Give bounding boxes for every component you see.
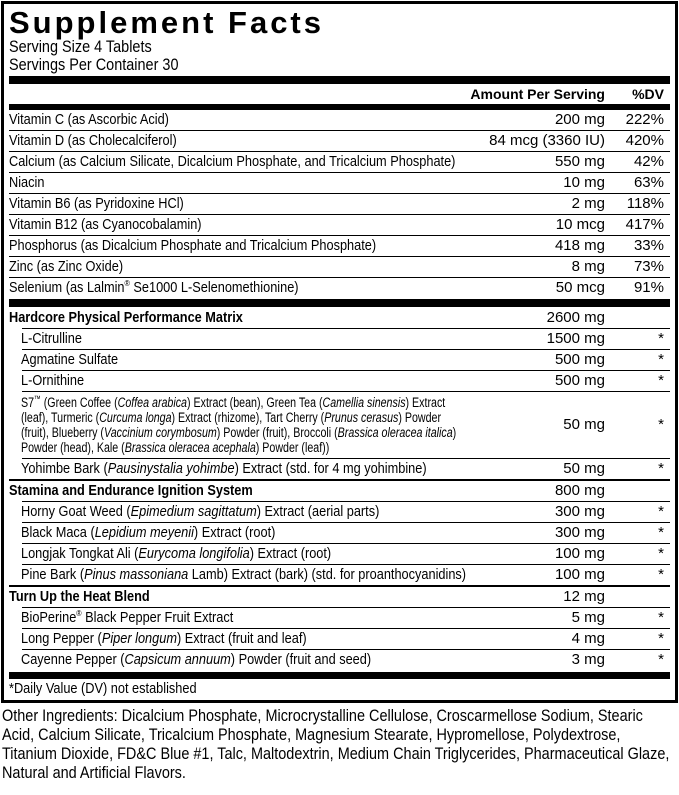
amount-value: 2 mg bbox=[571, 195, 605, 212]
amount-value: 100 mg bbox=[554, 566, 605, 583]
amount-value: 2600 mg bbox=[546, 309, 605, 326]
dv-value: * bbox=[658, 460, 664, 477]
dv-column-header: %DV bbox=[632, 86, 664, 102]
amount-value: 8 mg bbox=[571, 258, 605, 275]
ingredient-row bbox=[9, 152, 670, 172]
amount-value: 50 mg bbox=[563, 460, 605, 477]
amount-value: 4 mg bbox=[571, 630, 605, 647]
ingredient-row bbox=[9, 459, 670, 479]
amount-value: 500 mg bbox=[554, 372, 605, 389]
ingredient-name: Vitamin B6 (as Pyridoxine HCl) bbox=[9, 195, 184, 212]
ingredient-row bbox=[9, 278, 670, 298]
amount-value: 50 mcg bbox=[555, 279, 605, 296]
dv-value: * bbox=[658, 566, 664, 583]
ingredient-name: Stamina and Endurance Ignition System bbox=[9, 482, 253, 499]
ingredient-name: Yohimbe Bark (Pausinystalia yohimbe) Extract (std. for 4 mg yohimbine) bbox=[21, 460, 427, 477]
ingredient-row bbox=[9, 392, 670, 458]
dv-value: * bbox=[658, 545, 664, 562]
amount-value: 418 mg bbox=[554, 237, 605, 254]
amount-value: 500 mg bbox=[554, 351, 605, 368]
amount-value: 10 mcg bbox=[555, 216, 605, 233]
dv-value: * bbox=[658, 503, 664, 520]
supplement-facts-panel bbox=[1, 1, 678, 703]
ingredient-row bbox=[9, 629, 670, 649]
dv-value: 417% bbox=[625, 216, 664, 233]
dv-value: * bbox=[658, 330, 664, 347]
ingredient-row bbox=[9, 257, 670, 277]
amount-value: 12 mg bbox=[563, 588, 605, 605]
dv-value: * bbox=[658, 630, 664, 647]
daily-value-footnote: *Daily Value (DV) not established bbox=[9, 680, 197, 697]
section-row bbox=[9, 308, 670, 328]
column-header-row bbox=[9, 86, 670, 102]
dv-value: * bbox=[658, 651, 664, 668]
dv-value: * bbox=[658, 416, 664, 433]
dv-value: 420% bbox=[625, 132, 664, 149]
ingredient-name: Black Maca (Lepidium meyenii) Extract (root) bbox=[21, 524, 276, 541]
ingredient-row bbox=[9, 173, 670, 193]
servings-per-container: Servings Per Container 30 bbox=[9, 55, 179, 74]
ingredient-name: S7™ (Green Coffee (Coffea arabica) Extract (bean), Green Tea (Camellia sinensis) Extract (leaf), Turmeric (Curcuma longa) Extract (rhizome), Tart Cherry (Prunus cerasus) Powder (fruit), Blueberry (Vaccinium corymbosum) Powder (fruit), Broccoli (Brassica oleracea italica) Powder (head), Kale (Brassica oleracea acephala) Powder (leaf)) bbox=[21, 393, 457, 455]
amount-value: 300 mg bbox=[554, 503, 605, 520]
ingredient-row bbox=[9, 371, 670, 391]
ingredient-row bbox=[9, 110, 670, 130]
facts-rows bbox=[9, 110, 670, 670]
ingredient-name: Vitamin B12 (as Cyanocobalamin) bbox=[9, 216, 202, 233]
ingredient-name: Pine Bark (Pinus massoniana Lamb) Extract (bark) (std. for proanthocyanidins) bbox=[21, 566, 467, 583]
dv-value: 73% bbox=[633, 258, 664, 275]
ingredient-name: Selenium (as Lalmin® Se1000 L-Selenomethionine) bbox=[9, 278, 299, 296]
ingredient-name: Longjak Tongkat Ali (Eurycoma longifolia) Extract (root) bbox=[21, 545, 332, 562]
ingredient-name: Cayenne Pepper (Capsicum annuum) Powder (fruit and seed) bbox=[21, 651, 372, 668]
ingredient-name: L-Citrulline bbox=[21, 330, 82, 347]
amount-value: 100 mg bbox=[554, 545, 605, 562]
ingredient-row bbox=[9, 502, 670, 522]
dv-value: 33% bbox=[633, 237, 664, 254]
dv-value: * bbox=[658, 351, 664, 368]
amount-value: 50 mg bbox=[563, 416, 605, 433]
amount-value: 300 mg bbox=[554, 524, 605, 541]
dv-value: 91% bbox=[633, 279, 664, 296]
dv-value: 222% bbox=[625, 111, 664, 128]
section-row bbox=[9, 587, 670, 607]
dv-value: * bbox=[658, 524, 664, 541]
ingredient-name: Vitamin D (as Cholecalciferol) bbox=[9, 132, 177, 149]
ingredient-row bbox=[9, 523, 670, 543]
ingredient-row bbox=[9, 565, 670, 585]
ingredient-name: Phosphorus (as Dicalcium Phosphate and Tricalcium Phosphate) bbox=[9, 237, 377, 254]
amount-value: 84 mcg (3360 IU) bbox=[489, 132, 605, 149]
amount-value: 1500 mg bbox=[546, 330, 605, 347]
ingredient-row bbox=[9, 650, 670, 670]
ingredient-name: Vitamin C (as Ascorbic Acid) bbox=[9, 111, 169, 128]
label-title: Supplement Facts bbox=[9, 5, 324, 40]
ingredient-row bbox=[9, 608, 670, 628]
ingredient-row bbox=[9, 544, 670, 564]
dv-value: * bbox=[658, 609, 664, 626]
amount-column-header: Amount Per Serving bbox=[470, 86, 605, 102]
ingredient-name: L-Ornithine bbox=[21, 372, 85, 389]
divider-bar-bottom bbox=[9, 672, 670, 679]
ingredient-name: Agmatine Sulfate bbox=[21, 351, 119, 368]
ingredient-name: Hardcore Physical Performance Matrix bbox=[9, 309, 243, 326]
serving-size: Serving Size 4 Tablets bbox=[9, 37, 152, 56]
amount-value: 5 mg bbox=[571, 609, 605, 626]
ingredient-row bbox=[9, 236, 670, 256]
ingredient-name: Long Pepper (Piper longum) Extract (fruit and leaf) bbox=[21, 630, 307, 647]
amount-value: 3 mg bbox=[571, 651, 605, 668]
ingredient-name: Niacin bbox=[9, 174, 45, 191]
amount-value: 800 mg bbox=[554, 482, 605, 499]
amount-value: 10 mg bbox=[563, 174, 605, 191]
ingredient-row bbox=[9, 350, 670, 370]
amount-value: 200 mg bbox=[554, 111, 605, 128]
amount-value: 550 mg bbox=[554, 153, 605, 170]
dv-value: 63% bbox=[633, 174, 664, 191]
dv-value: 118% bbox=[626, 195, 664, 212]
other-ingredients: Other Ingredients: Dicalcium Phosphate, Microcrystalline Cellulose, Croscarmellose Sodium, Stearic Acid, Calcium Silicate, Tricalcium Phosphate, Magnesium Stearate, Hypromellose, Polydextrose, Titanium Dioxide, FD&C Blue #1, Talc, Maltodextrin, Medium Chain Triglycerides, Pharmaceutical Glaze, Natural and Artificial Flavors. bbox=[2, 706, 670, 782]
dv-value: * bbox=[658, 372, 664, 389]
ingredient-name: BioPerine® Black Pepper Fruit Extract bbox=[21, 608, 234, 626]
ingredient-row bbox=[9, 215, 670, 235]
ingredient-name: Calcium (as Calcium Silicate, Dicalcium Phosphate, and Tricalcium Phosphate) bbox=[9, 153, 456, 170]
ingredient-name: Turn Up the Heat Blend bbox=[9, 588, 150, 605]
ingredient-row bbox=[9, 329, 670, 349]
section-row bbox=[9, 481, 670, 501]
ingredient-row bbox=[9, 131, 670, 151]
ingredient-name: Horny Goat Weed (Epimedium sagittatum) Extract (aerial parts) bbox=[21, 503, 380, 520]
dv-value: 42% bbox=[633, 153, 664, 170]
divider-bar-section bbox=[9, 299, 670, 307]
divider-bar-top bbox=[9, 76, 670, 84]
ingredient-row bbox=[9, 194, 670, 214]
ingredient-name: Zinc (as Zinc Oxide) bbox=[9, 258, 124, 275]
